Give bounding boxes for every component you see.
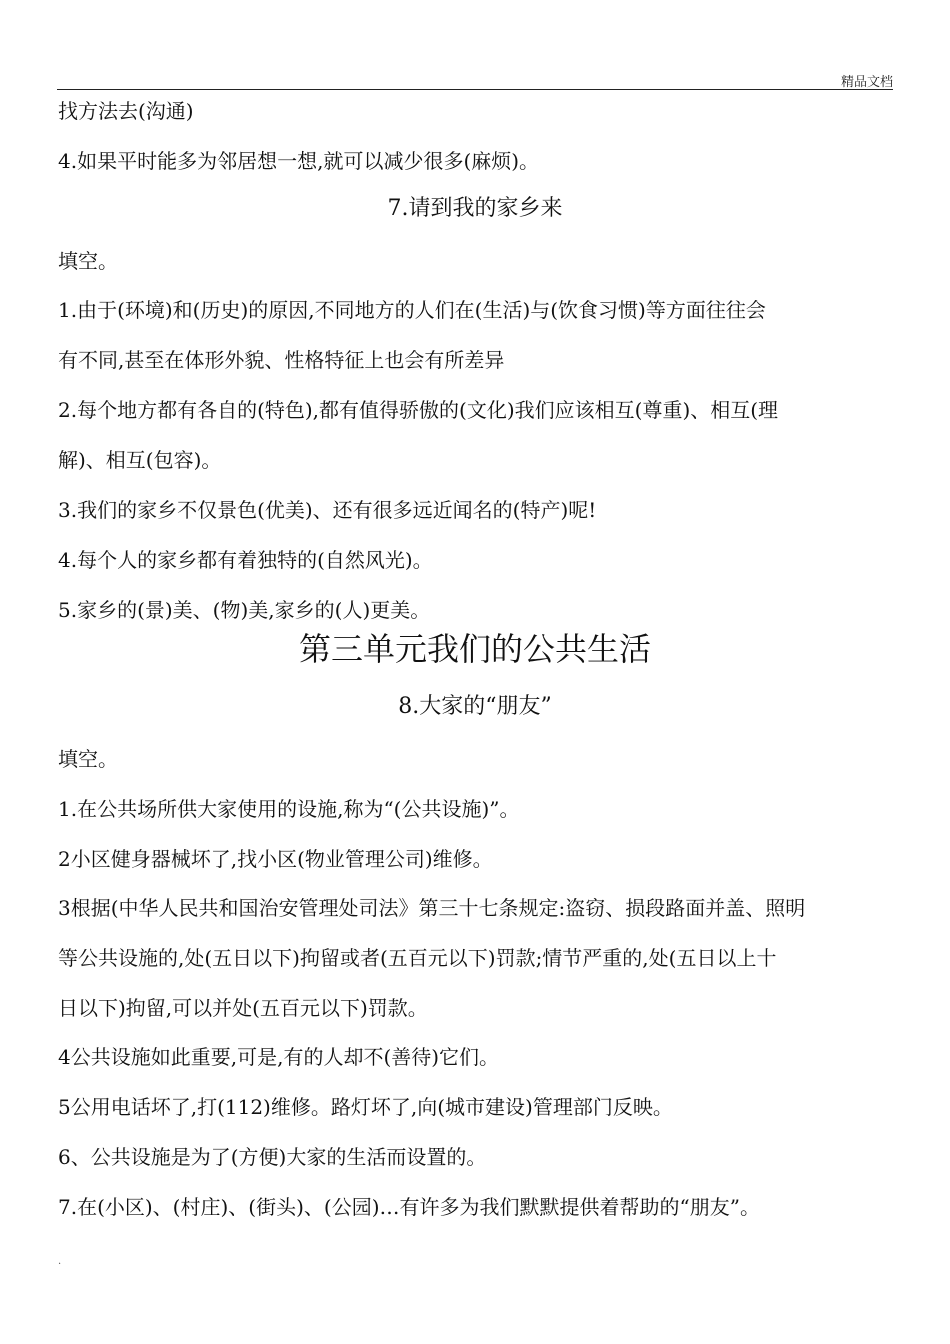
text-line: 4.每个人的家乡都有着独特的(自然风光)。 (58, 548, 433, 572)
text-line: 日以下)拘留,可以并处(五百元以下)罚款。 (58, 996, 428, 1020)
text-line: 1.在公共场所供大家使用的设施,称为“(公共设施)”。 (58, 797, 520, 821)
text-line: 解)、相互(包容)。 (58, 448, 222, 472)
header-divider (57, 89, 893, 90)
text-line: 找方法去(沟通) (58, 99, 194, 123)
text-line: 5公用电话坏了,打(112)维修。路灯坏了,向(城市建设)管理部门反映。 (58, 1095, 673, 1119)
section-title: 8.大家的“朋友” (398, 694, 552, 719)
footer-mark: . (58, 1256, 62, 1267)
header-label: 精品文档 (840, 75, 893, 90)
text-line: 有不同,甚至在体形外貌、性格特征上也会有所差异 (58, 348, 505, 372)
text-line: 填空。 (58, 249, 118, 273)
text-line: 4.如果平时能多为邻居想一想,就可以减少很多(麻烦)。 (58, 149, 540, 173)
text-line: 6、公共设施是为了(方便)大家的生活而设置的。 (58, 1145, 487, 1169)
text-line: 2小区健身器械坏了,找小区(物业管理公司)维修。 (58, 847, 493, 871)
text-line: 3根据(中华人民共和国治安管理处司法》第三十七条规定:盗窃、损段路面并盖、照明 (58, 896, 806, 920)
text-line: 等公共设施的,处(五日以下)拘留或者(五百元以下)罚款;情节严重的,处(五日以上十 (58, 946, 777, 970)
text-line: 1.由于(环境)和(历史)的原因,不同地方的人们在(生活)与(饮食习惯)等方面往往会 (58, 298, 766, 322)
text-line: 2.每个地方都有各自的(特色),都有值得骄傲的(文化)我们应该相互(尊重)、相互(理 (58, 398, 779, 422)
text-line: 7.在(小区)、(村庄)、(街头)、(公园)…有许多为我们默默提供着帮助的“朋友”。 (58, 1195, 760, 1219)
text-line: 3.我们的家乡不仅景色(优美)、还有很多远近闻名的(特产)呢! (58, 498, 597, 522)
unit-title: 第三单元我们的公共生活 (298, 630, 651, 668)
text-line: 填空。 (58, 747, 118, 771)
text-line: 5.家乡的(景)美、(物)美,家乡的(人)更美。 (58, 598, 431, 622)
section-title: 7.请到我的家乡来 (387, 196, 563, 221)
text-line: 4公共设施如此重要,可是,有的人却不(善待)它们。 (58, 1045, 500, 1069)
